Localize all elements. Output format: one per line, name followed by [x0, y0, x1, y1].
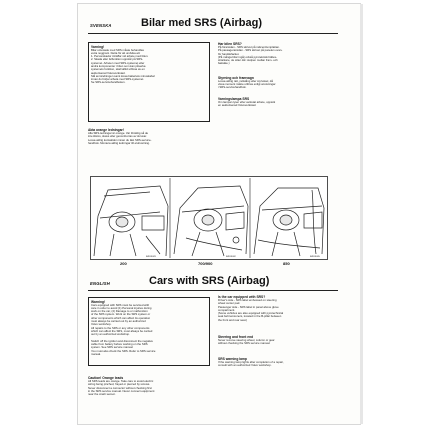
- figure-label-200: 200: [120, 261, 127, 266]
- english-warning-box: [88, 297, 210, 366]
- english-caution-block: [88, 376, 213, 397]
- english-caution-heading: Caution! Orange leads: [88, 376, 124, 380]
- swedish-title-rule: [88, 33, 338, 34]
- swedish-equipped-text: På förarsidan - SRS skrivet på rattcentrumplattan. På passagerarsidan - SRS skrivet på panelen ovan- för handskfacket. (På många bilar ingår också pyroteknisk bältes- sträckare, de sitter då i stolpen mellan fram- och baksäte.): [218, 45, 283, 66]
- swedish-right-column: [218, 42, 338, 108]
- figure-label-850: 850: [283, 261, 290, 266]
- english-lamp-heading: SRS warning lamp: [218, 356, 247, 361]
- figure-ref-1: IM913029: [146, 256, 156, 258]
- english-steering-heading: Steering and front end: [218, 335, 254, 340]
- english-steering-text: Never remove steering wheel, column or gear without checking the SRS service manual.: [218, 338, 275, 346]
- swedish-lamp-text: Om lampan lyser efter avslutat arbete, uppsök en auktoriserad Volvoverkstad.: [218, 99, 276, 107]
- airbag-interior-illustrations: [90, 176, 328, 260]
- swedish-warning-text: Bilar utrustade med SRS måste behandlas extra noggrant. Detta för att undvika att: 1. Personskador inträffar vid arbete med bilen. 2. Skada eller felfunktion uppstår på SRS- systemet. Arbeten med SRS-systemet eller andra komponenter i bilen som kan påverka systemets funktion, skall alltid utföras av en auktoriserad Volvoverkstad. Slå av tändningen samt lossa batteriets minuskabel innan du börjar arbeta med SRS-systemet. Se SRS-servicehandboken.: [91, 47, 155, 85]
- swedish-warning-box: [88, 42, 210, 122]
- swedish-caution-block: [88, 128, 213, 146]
- english-caution-text: All SRS leads are orange. Take care to avoid electric wiring being pinched, frayed or pierced by screws. Never disconnect a connector without checking first in the SRS service manual. Never connect equipment near the crash sensor.: [88, 379, 155, 397]
- next-page-edge: [360, 4, 363, 424]
- figure-label-700-900: 700/900: [198, 261, 213, 266]
- figure-ref-2: IM913032: [226, 256, 236, 258]
- swedish-equipped-heading: Har bilen SRS?: [218, 42, 242, 46]
- swedish-lang-label: SVENSKA: [90, 23, 112, 28]
- swedish-steering-heading: Styrning och framvagn: [218, 75, 254, 80]
- figure-ref-3: IM913035: [310, 256, 320, 258]
- swedish-steering-text: Lossa aldrig ratt, rattstång eller styrväxel, då vissa moment måste utföras enligt anvisningar i SRS-servicehandbok.: [218, 78, 276, 90]
- swedish-caution-text: Alla SRS-ledningar är orange. Var försiktig så de inte kläms, skavs eller genomborras av skruvar. Lossa aldrig kontaktdon innan du läst SRS-service- handbok. Montera aldrig ledningar till elutrustning.: [88, 131, 152, 145]
- swedish-warning-heading: Varning!: [91, 44, 105, 49]
- english-right-column: [218, 295, 338, 368]
- english-lang-label: ENGLISH: [90, 281, 111, 286]
- swedish-title: Bilar med SRS (Airbag): [141, 17, 263, 29]
- english-warning-heading: Warning!: [91, 299, 106, 304]
- english-lamp-text: If the warning lamp lights after completion of a repair, consult with an authorized Volvo workshop.: [218, 359, 284, 367]
- english-equipped-text: Driver's side - SRS label embossed on steering wheel center pad. Passenger side - SRS label in panel above glove compartment. (Some vehicles are also equipped with pyrotechnical seat belt tensioners, located in the B-pillar between the front and rear seat.): [218, 298, 284, 322]
- english-title: Cars with SRS (Airbag): [149, 275, 270, 287]
- swedish-lamp-heading: Varningslampa SRS: [218, 96, 250, 101]
- english-equipped-heading: Is the car equipped with SRS?: [218, 295, 266, 299]
- english-warning-text: Cars equipped with SRS must be serviced with care in order to avoid (1) Personal injuries during work on the car, (2) Damage to or malfunction of the SRS system. Work on the SRS system or other components which can affect its operation must always be carried out by an authorized Volvo workshop. All repairs to the SRS or any other components which can affect the SRS, must always be carried out by an authorized workshop. Switch off the ignition and disconnect the negative cable from battery before working on the SRS system. See SRS service manual. You must also check the SRS. Refer to SRS service manual.: [91, 302, 156, 356]
- swedish-caution-heading: Akta orange ledningar!: [88, 128, 124, 132]
- english-title-rule: [88, 290, 338, 291]
